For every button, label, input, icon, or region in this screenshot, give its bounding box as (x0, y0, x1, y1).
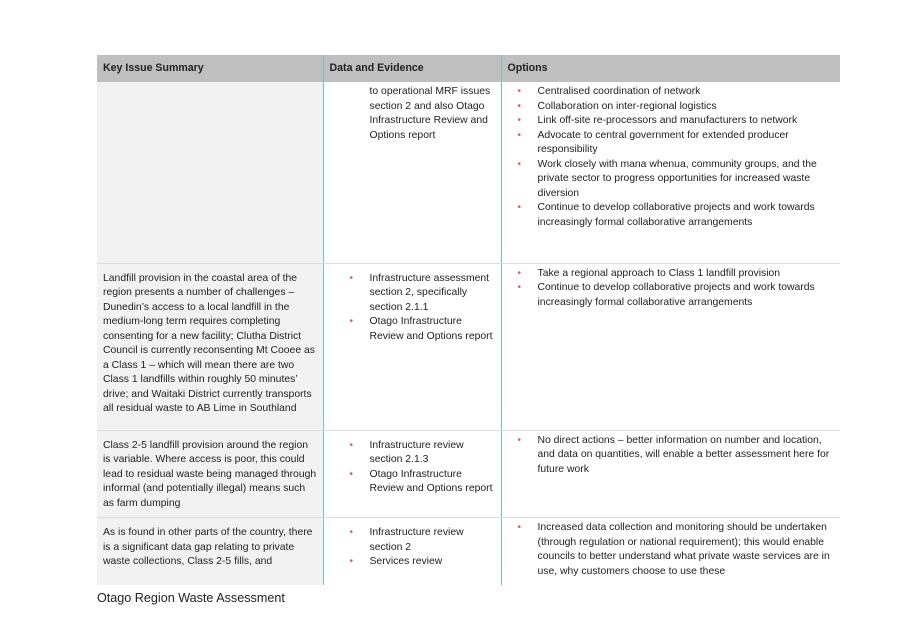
list-item: • Otago Infrastructure Review and Options report (349, 468, 493, 494)
bullet-icon: • (517, 100, 522, 112)
evidence-list (330, 526, 495, 570)
bullet-icon: • (517, 267, 522, 279)
bullet-icon: • (517, 522, 522, 533)
evidence-cell (323, 518, 501, 586)
table-row (97, 82, 840, 263)
list-item: • Services review (330, 555, 495, 570)
list-item: • Advocate to central government for extended producer responsibility (517, 129, 789, 155)
list-item: • Otago Infrastructure Review and Options report (349, 316, 493, 342)
bullet-icon: • (517, 115, 522, 126)
bullet-icon: • (349, 439, 354, 451)
bullet-icon: • (517, 158, 522, 170)
evidence-list (330, 439, 495, 497)
bullet-icon: • (517, 202, 522, 213)
evidence-cell (323, 263, 501, 430)
list-item: • Increased data collection and monitoring should be undertaken (through regulation or national requirement); this would enable councils to better understand what private waste services are in use, why customers choose to use these (517, 522, 830, 577)
options-cell (501, 430, 840, 518)
options-list (508, 434, 835, 478)
bullet-icon: • (349, 527, 354, 538)
options-list (508, 521, 835, 579)
header-options: Options (501, 55, 840, 82)
list-item: • Take a regional approach to Class 1 landfill provision (508, 267, 835, 282)
list-item: • Link off-site re-processors and manufacturers to network (508, 114, 835, 129)
bullet-icon: • (517, 86, 522, 97)
page-footer: Otago Region Waste Assessment (97, 591, 285, 605)
table-row (97, 263, 840, 430)
list-item: • Continue to develop collaborative projects and work towards increasingly formal collaborative arrangements (517, 282, 815, 308)
table-header-row (97, 55, 840, 82)
list-item: • Infrastructure review section 2.1.3 (349, 439, 464, 465)
options-cell (501, 82, 840, 263)
key-issue-cell (97, 82, 323, 263)
evidence-cell (323, 430, 501, 518)
table-row (97, 518, 840, 586)
list-item: • Continue to develop collaborative projects and work towards increasingly formal collaborative arrangements (517, 202, 815, 228)
options-cell (501, 263, 840, 430)
list-item: • Infrastructure review section 2 (349, 527, 464, 553)
key-issue-cell: Landfill provision in the coastal area of the region presents a number of challenges – Dunedin’s access to a local landfill in the medium-long term requires completing consenting for a new facility; Clutha District Council is currently reconsenting Mt Cooee as a Class 1 – which will mean there are two Class 1 landfills within roughly 50 minutes’ drive; and Waitaki District currently transports all residual waste to AB Lime in Southland (97, 263, 323, 430)
evidence-list (330, 272, 495, 345)
bullet-icon: • (349, 316, 354, 327)
bullet-icon: • (349, 468, 354, 480)
table-row (97, 430, 840, 518)
evidence-continued-text: to operational MRF issues section 2 and also Otago Infrastructure Review and Options report (369, 86, 491, 141)
bullet-icon: • (517, 129, 522, 141)
list-item: • Infrastructure assessment section 2, specifically section 2.1.1 (349, 272, 490, 313)
options-list (508, 267, 835, 311)
list-item: • Centralised coordination of network (508, 85, 835, 100)
bullet-icon: • (517, 434, 522, 446)
bullet-icon: • (349, 556, 354, 567)
options-cell (501, 518, 840, 586)
bullet-icon: • (349, 272, 354, 284)
list-item: • Work closely with mana whenua, community groups, and the private sector to progress opportunities for increased waste diversion (517, 158, 817, 199)
list-item: • Collaboration on inter-regional logistics (508, 100, 835, 115)
key-issues-table (97, 55, 840, 585)
options-list (508, 85, 835, 230)
evidence-cell (323, 82, 501, 263)
header-data-and-evidence: Data and Evidence (323, 55, 501, 82)
bullet-icon: • (517, 282, 522, 293)
header-key-issue-summary: Key Issue Summary (97, 55, 323, 82)
key-issue-cell: Class 2-5 landfill provision around the region is variable. Where access is poor, this could lead to residual waste being managed through informal (and potentially illegal) means such as farm dumping (97, 430, 323, 518)
key-issue-cell: As is found in other parts of the country, there is a significant data gap relating to private waste collections, Class 2-5 fills, and (97, 518, 323, 586)
list-item: • No direct actions – better information on number and location, and data on quantities, will enable a better assessment here for future work (517, 434, 830, 475)
